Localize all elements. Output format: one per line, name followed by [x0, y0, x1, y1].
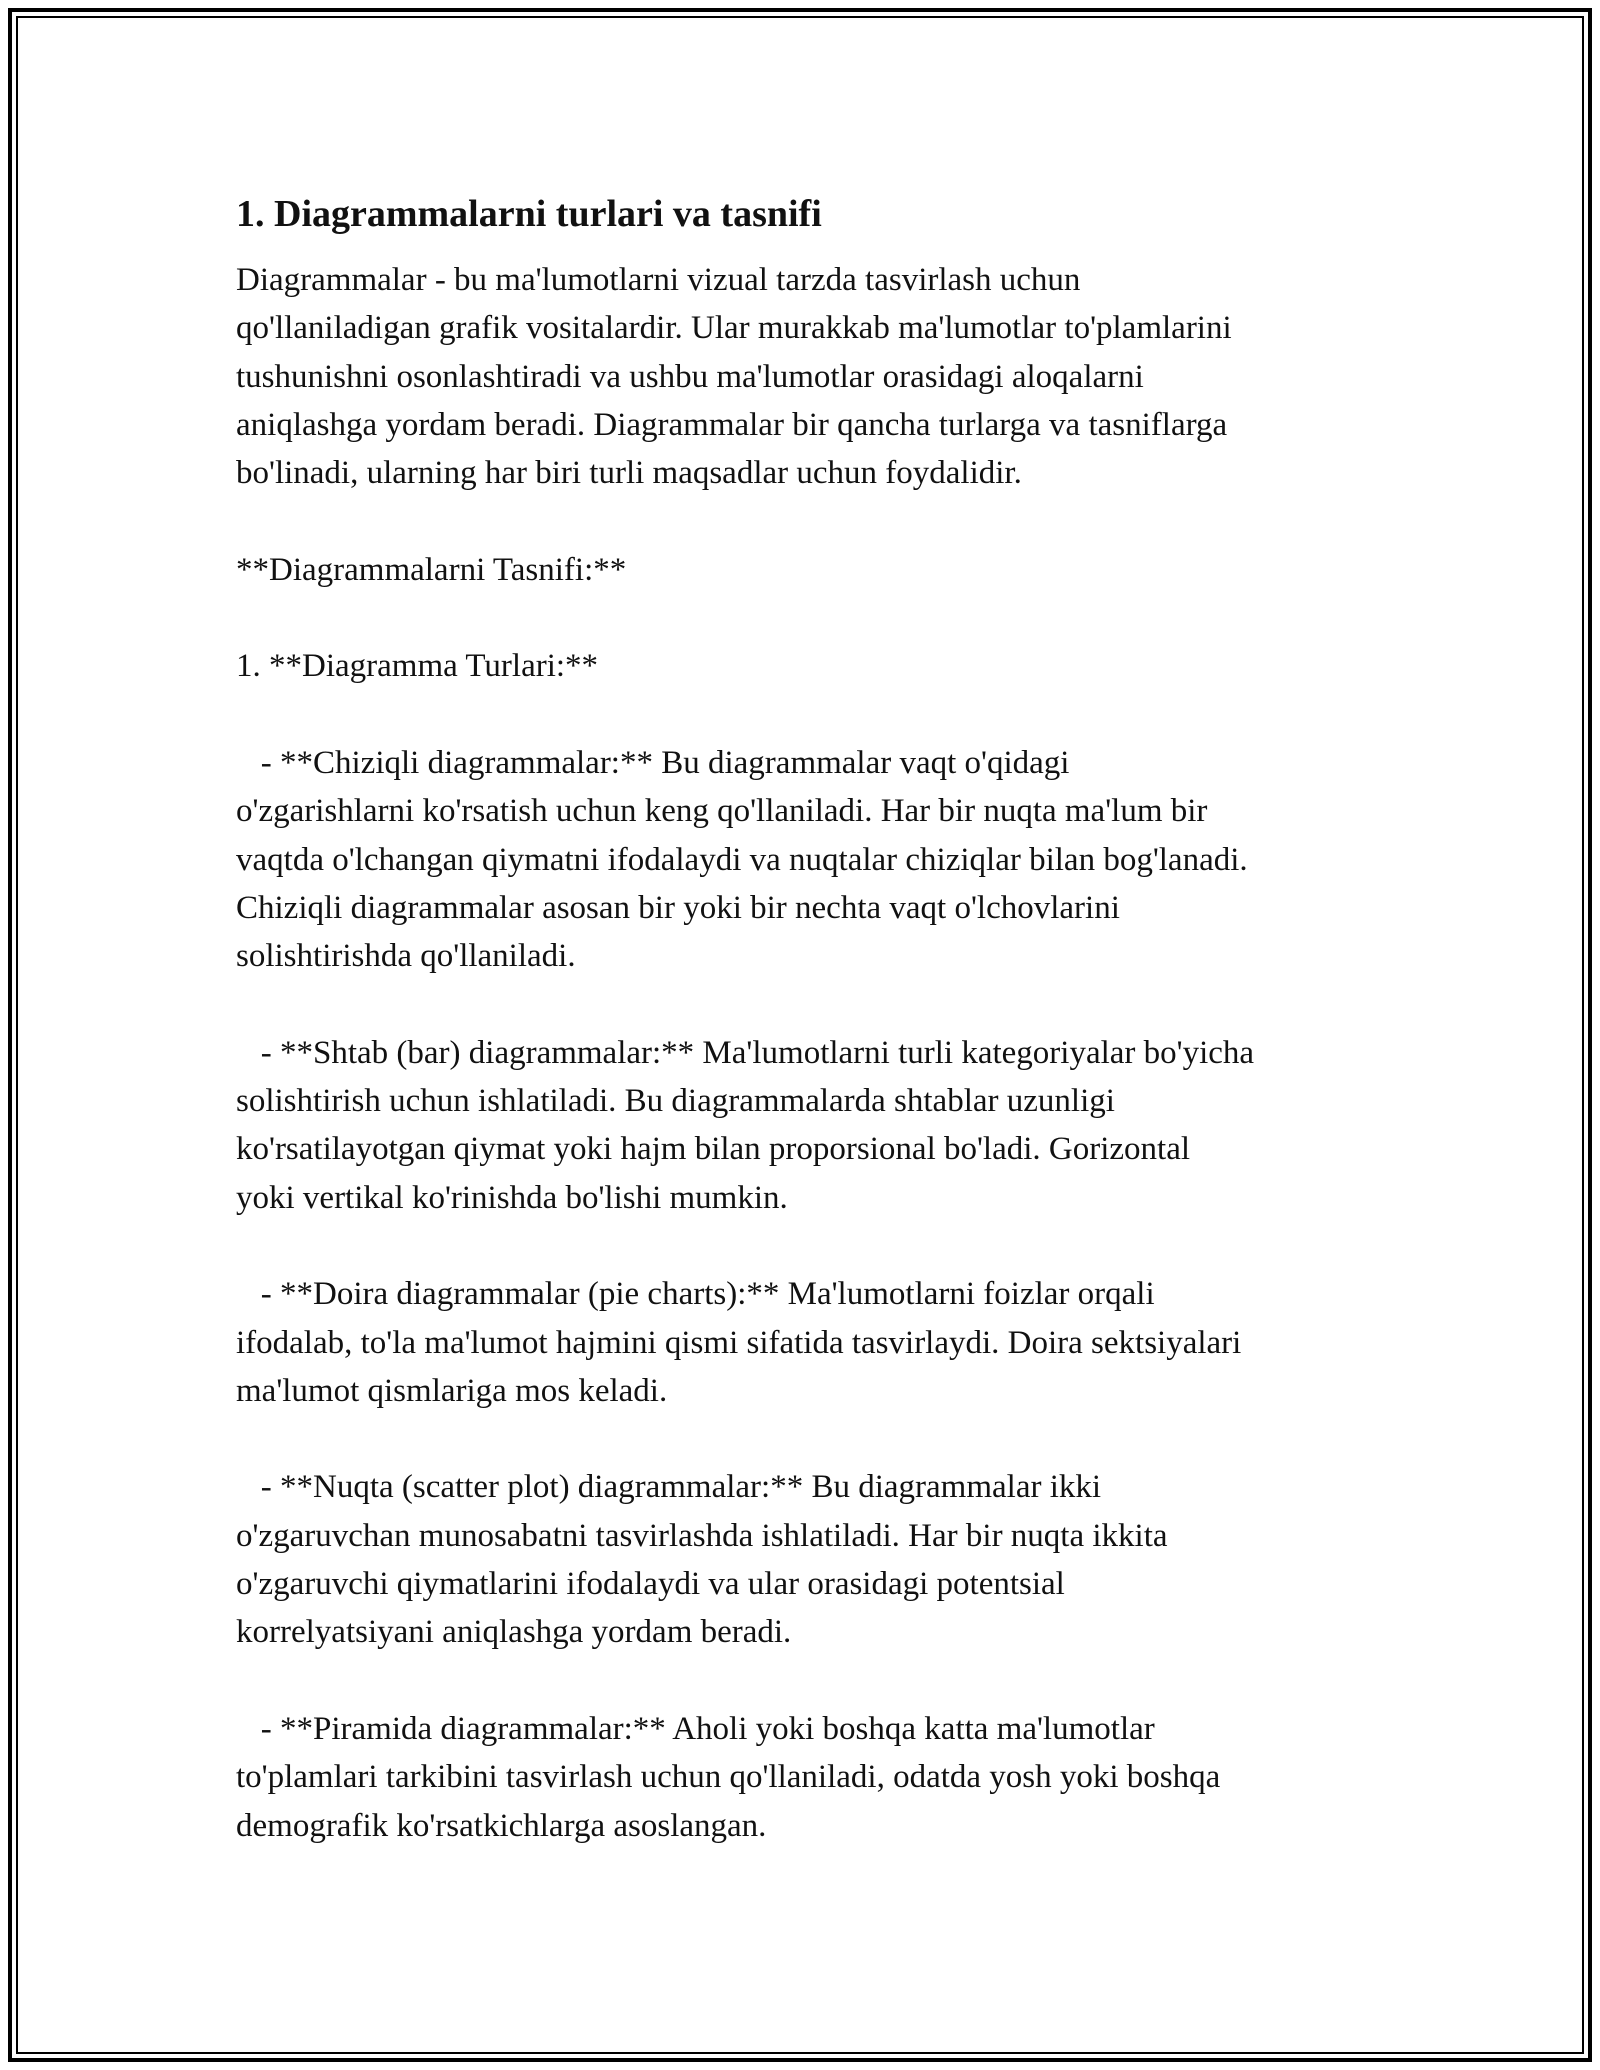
- bar-charts-paragraph: [236, 1029, 1400, 1222]
- spacer: [236, 497, 1400, 545]
- paragraph-line: o'zgaruvchi qiymatlarini ifodalaydi va ular orasidagi potentsial: [236, 1566, 1065, 1603]
- spacer: [236, 1657, 1400, 1705]
- spacer: [236, 1415, 1400, 1463]
- paragraph-line: - **Chiziqli diagrammalar:** Bu diagrammalar vaqt o'qidagi: [236, 744, 1070, 781]
- intro-paragraph: [236, 256, 1400, 497]
- types-title: 1. **Diagramma Turlari:**: [236, 648, 599, 685]
- paragraph-line: ko'rsatilayotgan qiymat yoki hajm bilan proporsional bo'ladi. Gorizontal: [236, 1131, 1191, 1168]
- paragraph-line: o'zgaruvchan munosabatni tasvirlashda ishlatiladi. Har bir nuqta ikkita: [236, 1517, 1168, 1554]
- intro-line: bo'linadi, ularning har biri turli maqsadlar uchun foydalidir.: [236, 455, 1022, 492]
- section-heading: 1. Diagrammalarni turlari va tasnifi: [236, 193, 822, 235]
- spacer: [236, 1222, 1400, 1270]
- paragraph-line: - **Doira diagrammalar (pie charts):** Ma'lumotlarni foizlar orqali: [236, 1276, 1155, 1313]
- intro-line: qo'llaniladigan grafik vositalardir. Ular murakkab ma'lumotlar to'plamlarini: [236, 310, 1232, 347]
- paragraph-line: demografik ko'rsatkichlarga asoslangan.: [236, 1807, 767, 1844]
- paragraph-line: solishtirish uchun ishlatiladi. Bu diagrammalarda shtablar uzunligi: [236, 1083, 1115, 1120]
- scatter-plots-paragraph: [236, 1463, 1400, 1656]
- paragraph-line: yoki vertikal ko'rinishda bo'lishi mumkin.: [236, 1179, 788, 1216]
- paragraph-line: korrelyatsiyani aniqlashga yordam beradi.: [236, 1614, 792, 1651]
- paragraph-line: vaqtda o'lchangan qiymatni ifodalaydi va nuqtalar chiziqlar bilan bog'lanadi.: [236, 841, 1248, 878]
- paragraph-line: Chiziqli diagrammalar asosan bir yoki bir nechta vaqt o'lchovlarini: [236, 889, 1120, 926]
- spacer: [236, 594, 1400, 642]
- document-body: [236, 186, 1400, 1850]
- paragraph-line: ma'lumot qismlariga mos keladi.: [236, 1372, 668, 1409]
- intro-line: aniqlashga yordam beradi. Diagrammalar bir qancha turlarga va tasniflarga: [236, 406, 1228, 443]
- paragraph-line: o'zgarishlarni ko'rsatish uchun keng qo'llaniladi. Har bir nuqta ma'lum bir: [236, 793, 1208, 830]
- paragraph-line: to'plamlari tarkibini tasvirlash uchun qo'llaniladi, odatda yosh yoki boshqa: [236, 1759, 1221, 1796]
- line-charts-paragraph: [236, 739, 1400, 980]
- paragraph-line: - **Shtab (bar) diagrammalar:** Ma'lumotlarni turli kategoriyalar bo'yicha: [236, 1034, 1255, 1071]
- intro-line: Diagrammalar - bu ma'lumotlarni vizual tarzda tasvirlash uchun: [236, 262, 1081, 298]
- paragraph-line: - **Piramida diagrammalar:** Aholi yoki boshqa katta ma'lumotlar: [236, 1710, 1155, 1747]
- spacer: [236, 980, 1400, 1028]
- intro-line: tushunishni osonlashtiradi va ushbu ma'lumotlar orasidagi aloqalarni: [236, 358, 1144, 395]
- spacer: [236, 691, 1400, 739]
- paragraph-line: solishtirishda qo'llaniladi.: [236, 938, 576, 975]
- classification-title: **Diagrammalarni Tasnifi:**: [236, 551, 627, 588]
- paragraph-line: - **Nuqta (scatter plot) diagrammalar:** Bu diagrammalar ikki: [236, 1469, 1102, 1506]
- pie-charts-paragraph: [236, 1270, 1400, 1415]
- pyramid-charts-paragraph: [236, 1705, 1400, 1850]
- paragraph-line: ifodalab, to'la ma'lumot hajmini qismi sifatida tasvirlaydi. Doira sektsiyalari: [236, 1324, 1242, 1361]
